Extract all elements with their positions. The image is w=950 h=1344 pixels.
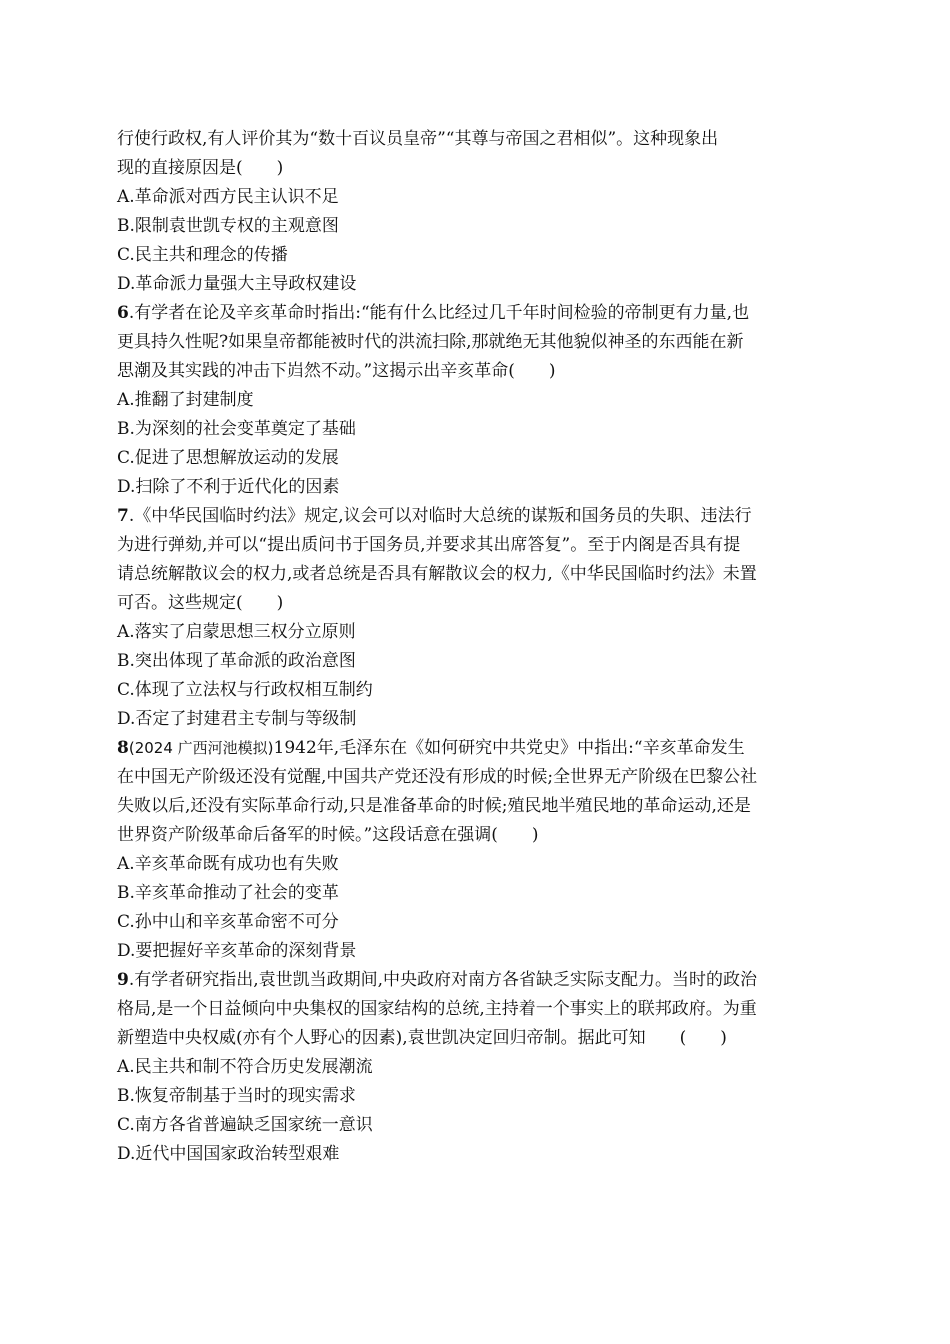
question-8-stem-text-1: 1942年,毛泽东在《如何研究中共党史》中指出:“辛亥革命发生 — [273, 738, 745, 758]
question-5-option-a: A.革命派对西方民主认识不足 — [117, 187, 339, 207]
question-7-option-a: A.落实了启蒙思想三权分立原则 — [117, 622, 356, 642]
question-9-option-c: C.南方各省普遍缺乏国家统一意识 — [117, 1115, 373, 1135]
question-6 — [117, 299, 837, 502]
question-6-option-b: B.为深刻的社会变革奠定了基础 — [117, 419, 356, 439]
question-9-number: 9 — [117, 970, 129, 990]
question-8-stem-line-4: 世界资产阶级革命后备军的时候。”这段话意在强调( ) — [117, 825, 539, 845]
question-7-option-d: D.否定了封建君主专制与等级制 — [117, 709, 357, 729]
question-8-option-b: B.辛亥革命推动了社会的变革 — [117, 883, 339, 903]
question-7-number: 7 — [117, 506, 129, 526]
question-5-stem-line-2: 现的直接原因是( ) — [117, 158, 284, 178]
document-page — [117, 125, 837, 1169]
question-8-option-c: C.孙中山和辛亥革命密不可分 — [117, 912, 339, 932]
question-9-option-a: A.民主共和制不符合历史发展潮流 — [117, 1057, 373, 1077]
question-7-option-b: B.突出体现了革命派的政治意图 — [117, 651, 356, 671]
question-9-stem-line-2: 格局,是一个日益倾向中央集权的国家结构的总统,主持着一个事实上的联邦政府。为重 — [117, 999, 757, 1019]
question-7-stem-text-1: .《中华民国临时约法》规定,议会可以对临时大总统的谋叛和国务员的失职、违法行 — [128, 506, 752, 526]
question-6-stem-line-3: 思潮及其实践的冲击下岿然不动。”这揭示出辛亥革命( ) — [117, 361, 556, 381]
question-7-option-c: C.体现了立法权与行政权相互制约 — [117, 680, 373, 700]
question-8-option-d: D.要把握好辛亥革命的深刻背景 — [117, 941, 357, 961]
question-6-option-a: A.推翻了封建制度 — [117, 390, 254, 410]
question-5-option-c: C.民主共和理念的传播 — [117, 245, 288, 265]
question-9-stem-line-1 — [117, 966, 837, 995]
question-7-stem-line-3: 请总统解散议会的权力,或者总统是否具有解散议会的权力,《中华民国临时约法》未置 — [117, 564, 757, 584]
question-9 — [117, 966, 837, 1169]
question-8-source: (2024 广西河池模拟) — [128, 739, 274, 757]
question-7-stem-line-4: 可否。这些规定( ) — [117, 593, 284, 613]
question-6-stem-line-1 — [117, 299, 837, 328]
question-8-stem-line-1 — [117, 734, 837, 763]
question-8 — [117, 734, 837, 966]
question-9-stem-line-3: 新塑造中央权威(亦有个人野心的因素),袁世凯决定回归帝制。据此可知 ( ) — [117, 1028, 727, 1048]
question-5-stem-line-1: 行使行政权,有人评价其为“数十百议员皇帝”“其尊与帝国之君相似”。这种现象出 — [117, 129, 719, 149]
question-6-option-c: C.促进了思想解放运动的发展 — [117, 448, 339, 468]
question-7-stem-line-2: 为进行弹劾,并可以“提出质问书于国务员,并要求其出席答复”。至于内阁是否具有提 — [117, 535, 741, 555]
question-7-stem-line-1 — [117, 502, 837, 531]
question-8-stem-line-3: 失败以后,还没有实际革命行动,只是准备革命的时候;殖民地半殖民地的革命运动,还是 — [117, 796, 751, 816]
question-9-option-d: D.近代中国国家政治转型艰难 — [117, 1144, 340, 1164]
question-5-option-d: D.革命派力量强大主导政权建设 — [117, 274, 357, 294]
question-8-option-a: A.辛亥革命既有成功也有失败 — [117, 854, 339, 874]
question-8-number: 8 — [117, 738, 129, 758]
question-6-option-d: D.扫除了不利于近代化的因素 — [117, 477, 340, 497]
question-6-stem-text-1: .有学者在论及辛亥革命时指出:“能有什么比经过几千年时间检验的帝制更有力量,也 — [128, 303, 750, 323]
question-9-option-b: B.恢复帝制基于当时的现实需求 — [117, 1086, 356, 1106]
question-5-option-b: B.限制袁世凯专权的主观意图 — [117, 216, 339, 236]
question-6-number: 6 — [117, 303, 129, 323]
question-9-stem-text-1: .有学者研究指出,袁世凯当政期间,中央政府对南方各省缺乏实际支配力。当时的政治 — [128, 970, 758, 990]
question-8-stem-line-2: 在中国无产阶级还没有觉醒,中国共产党还没有形成的时候;全世界无产阶级在巴黎公社 — [117, 767, 758, 787]
question-7 — [117, 502, 837, 734]
question-6-stem-line-2: 更具持久性呢?如果皇帝都能被时代的洪流扫除,那就绝无其他貌似神圣的东西能在新 — [117, 332, 744, 352]
question-5 — [117, 125, 837, 299]
